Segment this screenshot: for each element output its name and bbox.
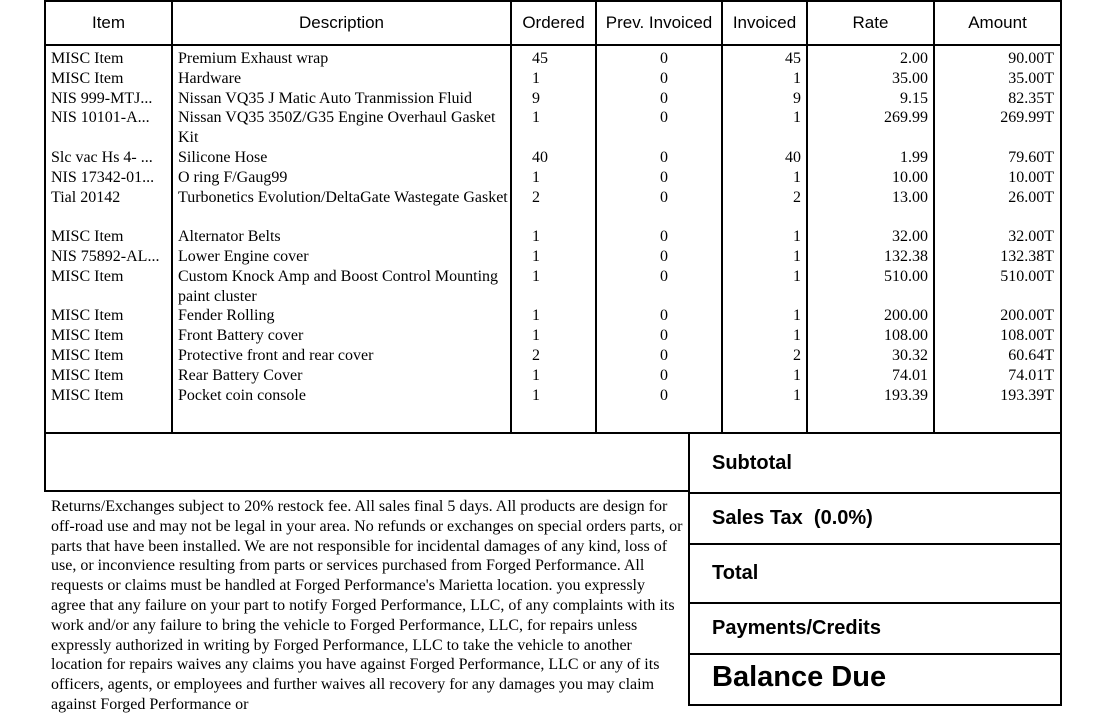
row-ordered: 1 xyxy=(532,366,540,384)
row-amount: 79.60T xyxy=(1008,149,1054,166)
row-ordered: 1 xyxy=(532,327,540,345)
row-amount: 82.35T xyxy=(1008,89,1054,107)
row-amount: 60.64T xyxy=(1008,347,1054,364)
row-amount: 35.00T xyxy=(1008,69,1054,87)
row-invoiced: 1 xyxy=(793,69,801,87)
box-divider xyxy=(688,653,1062,655)
row-ordered: 1 xyxy=(532,228,540,246)
row-rate: 132.38 xyxy=(884,248,928,265)
header-amount: Amount xyxy=(968,13,1027,32)
row-item: NIS 999-MTJ... xyxy=(51,89,153,107)
row-description: Nissan VQ35 J Matic Auto Tranmission Fluid xyxy=(178,89,472,107)
header-rate: Rate xyxy=(852,13,889,32)
row-amount: 193.39T xyxy=(1000,386,1054,404)
row-description: O ring F/Gaug99 xyxy=(178,168,288,186)
row-invoiced: 1 xyxy=(793,248,801,265)
row-description: Turbonetics Evolution/DeltaGate Wastegate Gasket xyxy=(178,188,508,206)
row-prev-invoiced: 0 xyxy=(660,168,668,186)
col-divider xyxy=(1060,0,1062,434)
row-amount: 90.00T xyxy=(1008,50,1054,67)
row-ordered: 9 xyxy=(532,89,540,107)
col-divider xyxy=(595,0,597,434)
row-invoiced: 1 xyxy=(793,327,801,345)
box-divider xyxy=(688,432,690,706)
box-divider xyxy=(688,602,1062,604)
row-amount: 74.01T xyxy=(1008,366,1054,384)
table-bottom-border xyxy=(44,432,1062,434)
row-invoiced: 1 xyxy=(793,168,801,186)
subtotal-label: Subtotal xyxy=(712,452,792,474)
row-description: Lower Engine cover xyxy=(178,248,309,265)
row-amount: 10.00T xyxy=(1008,168,1054,186)
row-invoiced: 1 xyxy=(793,109,801,127)
row-invoiced: 1 xyxy=(793,228,801,246)
row-prev-invoiced: 0 xyxy=(660,248,668,265)
row-item: MISC Item xyxy=(51,69,124,87)
row-description: Protective front and rear cover xyxy=(178,347,374,364)
row-ordered: 1 xyxy=(532,307,540,325)
row-rate: 2.00 xyxy=(900,50,928,67)
row-invoiced: 40 xyxy=(785,149,801,166)
col-divider xyxy=(933,0,935,434)
row-ordered: 1 xyxy=(532,386,540,404)
col-divider xyxy=(44,0,46,434)
row-ordered: 2 xyxy=(532,347,540,364)
row-description: Fender Rolling xyxy=(178,307,275,325)
box-divider xyxy=(688,492,1062,494)
row-item: MISC Item xyxy=(51,327,124,345)
row-invoiced: 1 xyxy=(793,366,801,384)
row-amount: 108.00T xyxy=(1000,327,1054,345)
row-prev-invoiced: 0 xyxy=(660,109,668,127)
row-description: Premium Exhaust wrap xyxy=(178,50,329,67)
row-prev-invoiced: 0 xyxy=(660,149,668,166)
col-divider xyxy=(171,0,173,434)
row-item: MISC Item xyxy=(51,347,124,364)
row-rate: 9.15 xyxy=(900,89,928,107)
row-description: Front Battery cover xyxy=(178,327,304,345)
row-item: MISC Item xyxy=(51,50,124,67)
row-invoiced: 45 xyxy=(785,50,801,67)
row-invoiced: 1 xyxy=(793,267,801,285)
row-item: MISC Item xyxy=(51,307,124,325)
row-amount: 26.00T xyxy=(1008,188,1054,206)
row-prev-invoiced: 0 xyxy=(660,307,668,325)
balance-due-label: Balance Due xyxy=(712,661,887,693)
box-divider xyxy=(1060,432,1062,706)
row-prev-invoiced: 0 xyxy=(660,69,668,87)
col-divider xyxy=(510,0,512,434)
row-invoiced: 1 xyxy=(793,386,801,404)
row-description: Hardware xyxy=(178,69,242,87)
box-divider xyxy=(688,543,1062,545)
row-prev-invoiced: 0 xyxy=(660,347,668,364)
row-rate: 1.99 xyxy=(900,149,928,166)
header-bottom-border xyxy=(44,44,1062,46)
header-prev-invoiced: Prev. Invoiced xyxy=(605,13,713,32)
row-rate: 74.01 xyxy=(892,366,928,384)
table-top-border xyxy=(44,0,1062,2)
col-divider xyxy=(721,0,723,434)
row-ordered: 1 xyxy=(532,109,540,127)
row-ordered: 1 xyxy=(532,168,540,186)
row-amount: 200.00T xyxy=(1000,307,1054,325)
payments-credits-label: Payments/Credits xyxy=(712,617,881,639)
row-ordered: 2 xyxy=(532,188,540,206)
row-description: Custom Knock Amp and Boost Control Mounting paint cluster xyxy=(178,267,499,305)
row-prev-invoiced: 0 xyxy=(660,89,668,107)
row-ordered: 45 xyxy=(532,50,548,67)
row-rate: 32.00 xyxy=(892,228,928,246)
terms-text: Returns/Exchanges subject to 20% restock fee. All sales final 5 days. All products are design for off-road use and may not be legal in your area. No refunds or exchanges on special orders parts, or parts that have been installed. We are not responsible for incidental damages of any kind, loss of use, or inconvience resulting from parts or services purchased from Forged Performance. All requests or claims must be handled at Forged Performance's Marietta location. you expressly agree that any failure on your part to notify Forged Performance, LLC, of any complaints with its work and/or any failure to bring the vehicle to Forged Performance, LLC, for repairs unless expressly authorized in writing by Forged Performance, LLC to take the vehicle to another location for repairs waives any claims you have against Forged Performance, LLC or any of its officers, agents, or employees and further waives all recovery for any damages you may claim against Forged Performance or xyxy=(51,498,683,713)
row-rate: 510.00 xyxy=(884,267,928,285)
row-rate: 108.00 xyxy=(884,327,928,345)
row-rate: 10.00 xyxy=(892,168,928,186)
row-item: NIS 17342-01... xyxy=(51,168,155,186)
row-rate: 35.00 xyxy=(892,69,928,87)
header-description: Description xyxy=(298,13,385,32)
row-prev-invoiced: 0 xyxy=(660,386,668,404)
row-item: NIS 75892-AL... xyxy=(51,248,160,265)
row-item: MISC Item xyxy=(51,366,124,384)
row-description: Silicone Hose xyxy=(178,149,268,166)
row-description: Nissan VQ35 350Z/G35 Engine Overhaul Gasket Kit xyxy=(178,109,496,147)
row-ordered: 1 xyxy=(532,267,540,285)
row-amount: 269.99T xyxy=(1000,109,1054,127)
row-amount: 132.38T xyxy=(1000,248,1054,265)
row-rate: 13.00 xyxy=(892,188,928,206)
total-label: Total xyxy=(712,562,759,584)
row-ordered: 1 xyxy=(532,248,540,265)
header-item: Item xyxy=(91,13,126,32)
row-item: Tial 20142 xyxy=(51,188,121,206)
row-ordered: 40 xyxy=(532,149,548,166)
header-invoiced: Invoiced xyxy=(732,13,797,32)
row-description: Pocket coin console xyxy=(178,386,306,404)
row-invoiced: 9 xyxy=(793,89,801,107)
row-item: MISC Item xyxy=(51,386,124,404)
row-prev-invoiced: 0 xyxy=(660,366,668,384)
row-item: MISC Item xyxy=(51,267,124,285)
row-description: Rear Battery Cover xyxy=(178,366,303,384)
row-rate: 30.32 xyxy=(892,347,928,364)
box-divider xyxy=(44,490,690,492)
row-prev-invoiced: 0 xyxy=(660,228,668,246)
row-item: NIS 10101-A... xyxy=(51,109,150,127)
box-divider xyxy=(688,704,1062,706)
row-invoiced: 1 xyxy=(793,307,801,325)
row-rate: 200.00 xyxy=(884,307,928,325)
row-description: Alternator Belts xyxy=(178,228,281,246)
row-amount: 510.00T xyxy=(1000,267,1054,285)
row-rate: 269.99 xyxy=(884,109,928,127)
row-rate: 193.39 xyxy=(884,386,928,404)
row-invoiced: 2 xyxy=(793,188,801,206)
row-amount: 32.00T xyxy=(1008,228,1054,246)
row-prev-invoiced: 0 xyxy=(660,267,668,285)
row-prev-invoiced: 0 xyxy=(660,50,668,67)
row-item: MISC Item xyxy=(51,228,124,246)
row-invoiced: 2 xyxy=(793,347,801,364)
sales-tax-label: Sales Tax (0.0%) xyxy=(712,507,873,529)
header-ordered: Ordered xyxy=(522,13,585,32)
row-prev-invoiced: 0 xyxy=(660,327,668,345)
box-divider xyxy=(44,432,46,492)
col-divider xyxy=(806,0,808,434)
row-item: Slc vac Hs 4- ... xyxy=(51,149,153,166)
row-ordered: 1 xyxy=(532,69,540,87)
row-prev-invoiced: 0 xyxy=(660,188,668,206)
